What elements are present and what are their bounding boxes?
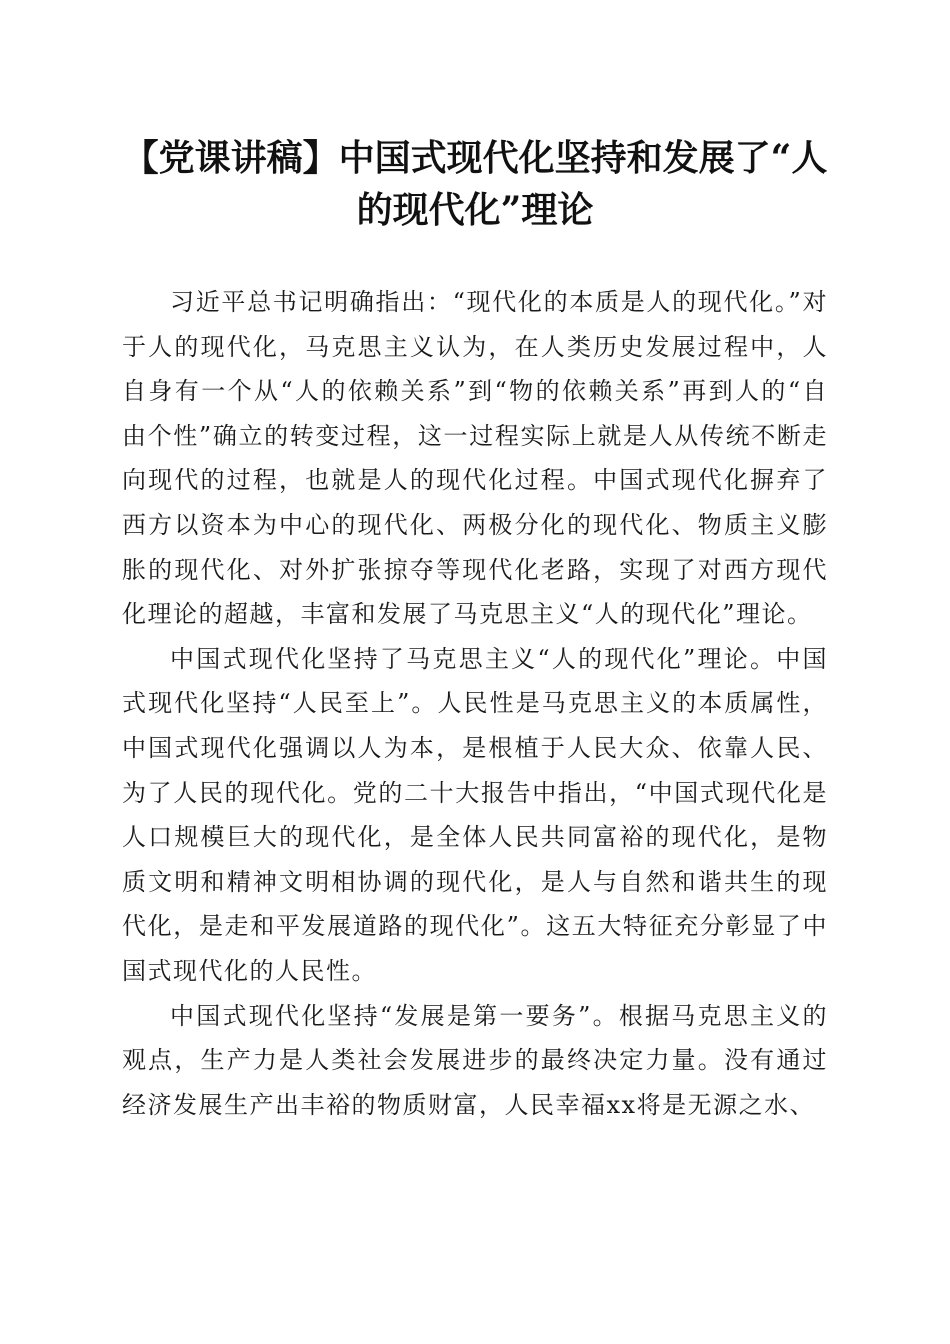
paragraph-1: 习近平总书记明确指出：“现代化的本质是人的现代化。”对于人的现代化，马克思主义认为，在人类历史发展过程中，人自身有一个从“人的依赖关系”到“物的依赖关系”再到人的“自由个性”确立的转变过程，这一过程实际上就是人从传统不断走向现代的过程，也就是人的现代化过程。中国式现代化摒弃了西方以资本为中心的现代化、两极分化的现代化、物质主义膨胀的现代化、对外扩张掠夺等现代化老路，实现了对西方现代化理论的超越，丰富和发展了马克思主义“人的现代化”理论。	[122, 288, 828, 629]
paragraph-2: 中国式现代化坚持了马克思主义“人的现代化”理论。中国式现代化坚持“人民至上”。人民性是马克思主义的本质属性，中国式现代化强调以人为本，是根植于人民大众、依靠人民、为了人民的现代化。党的二十大报告中指出，“中国式现代化是人口规模巨大的现代化，是全体人民共同富裕的现代化，是物质文明和精神文明相协调的现代化，是人与自然和谐共生的现代化，是走和平发展道路的现代化”。这五大特征充分彰显了中国式现代化的人民性。	[122, 644, 828, 985]
document-title: 【党课讲稿】中国式现代化坚持和发展了“人的现代化”理论	[122, 137, 828, 231]
document-body	[122, 280, 828, 1127]
paragraph-3: 中国式现代化坚持“发展是第一要务”。根据马克思主义的观点，生产力是人类社会发展进步的最终决定力量。没有通过经济发展生产出丰裕的物质财富，人民幸福xx将是无源之水、	[122, 1001, 828, 1119]
